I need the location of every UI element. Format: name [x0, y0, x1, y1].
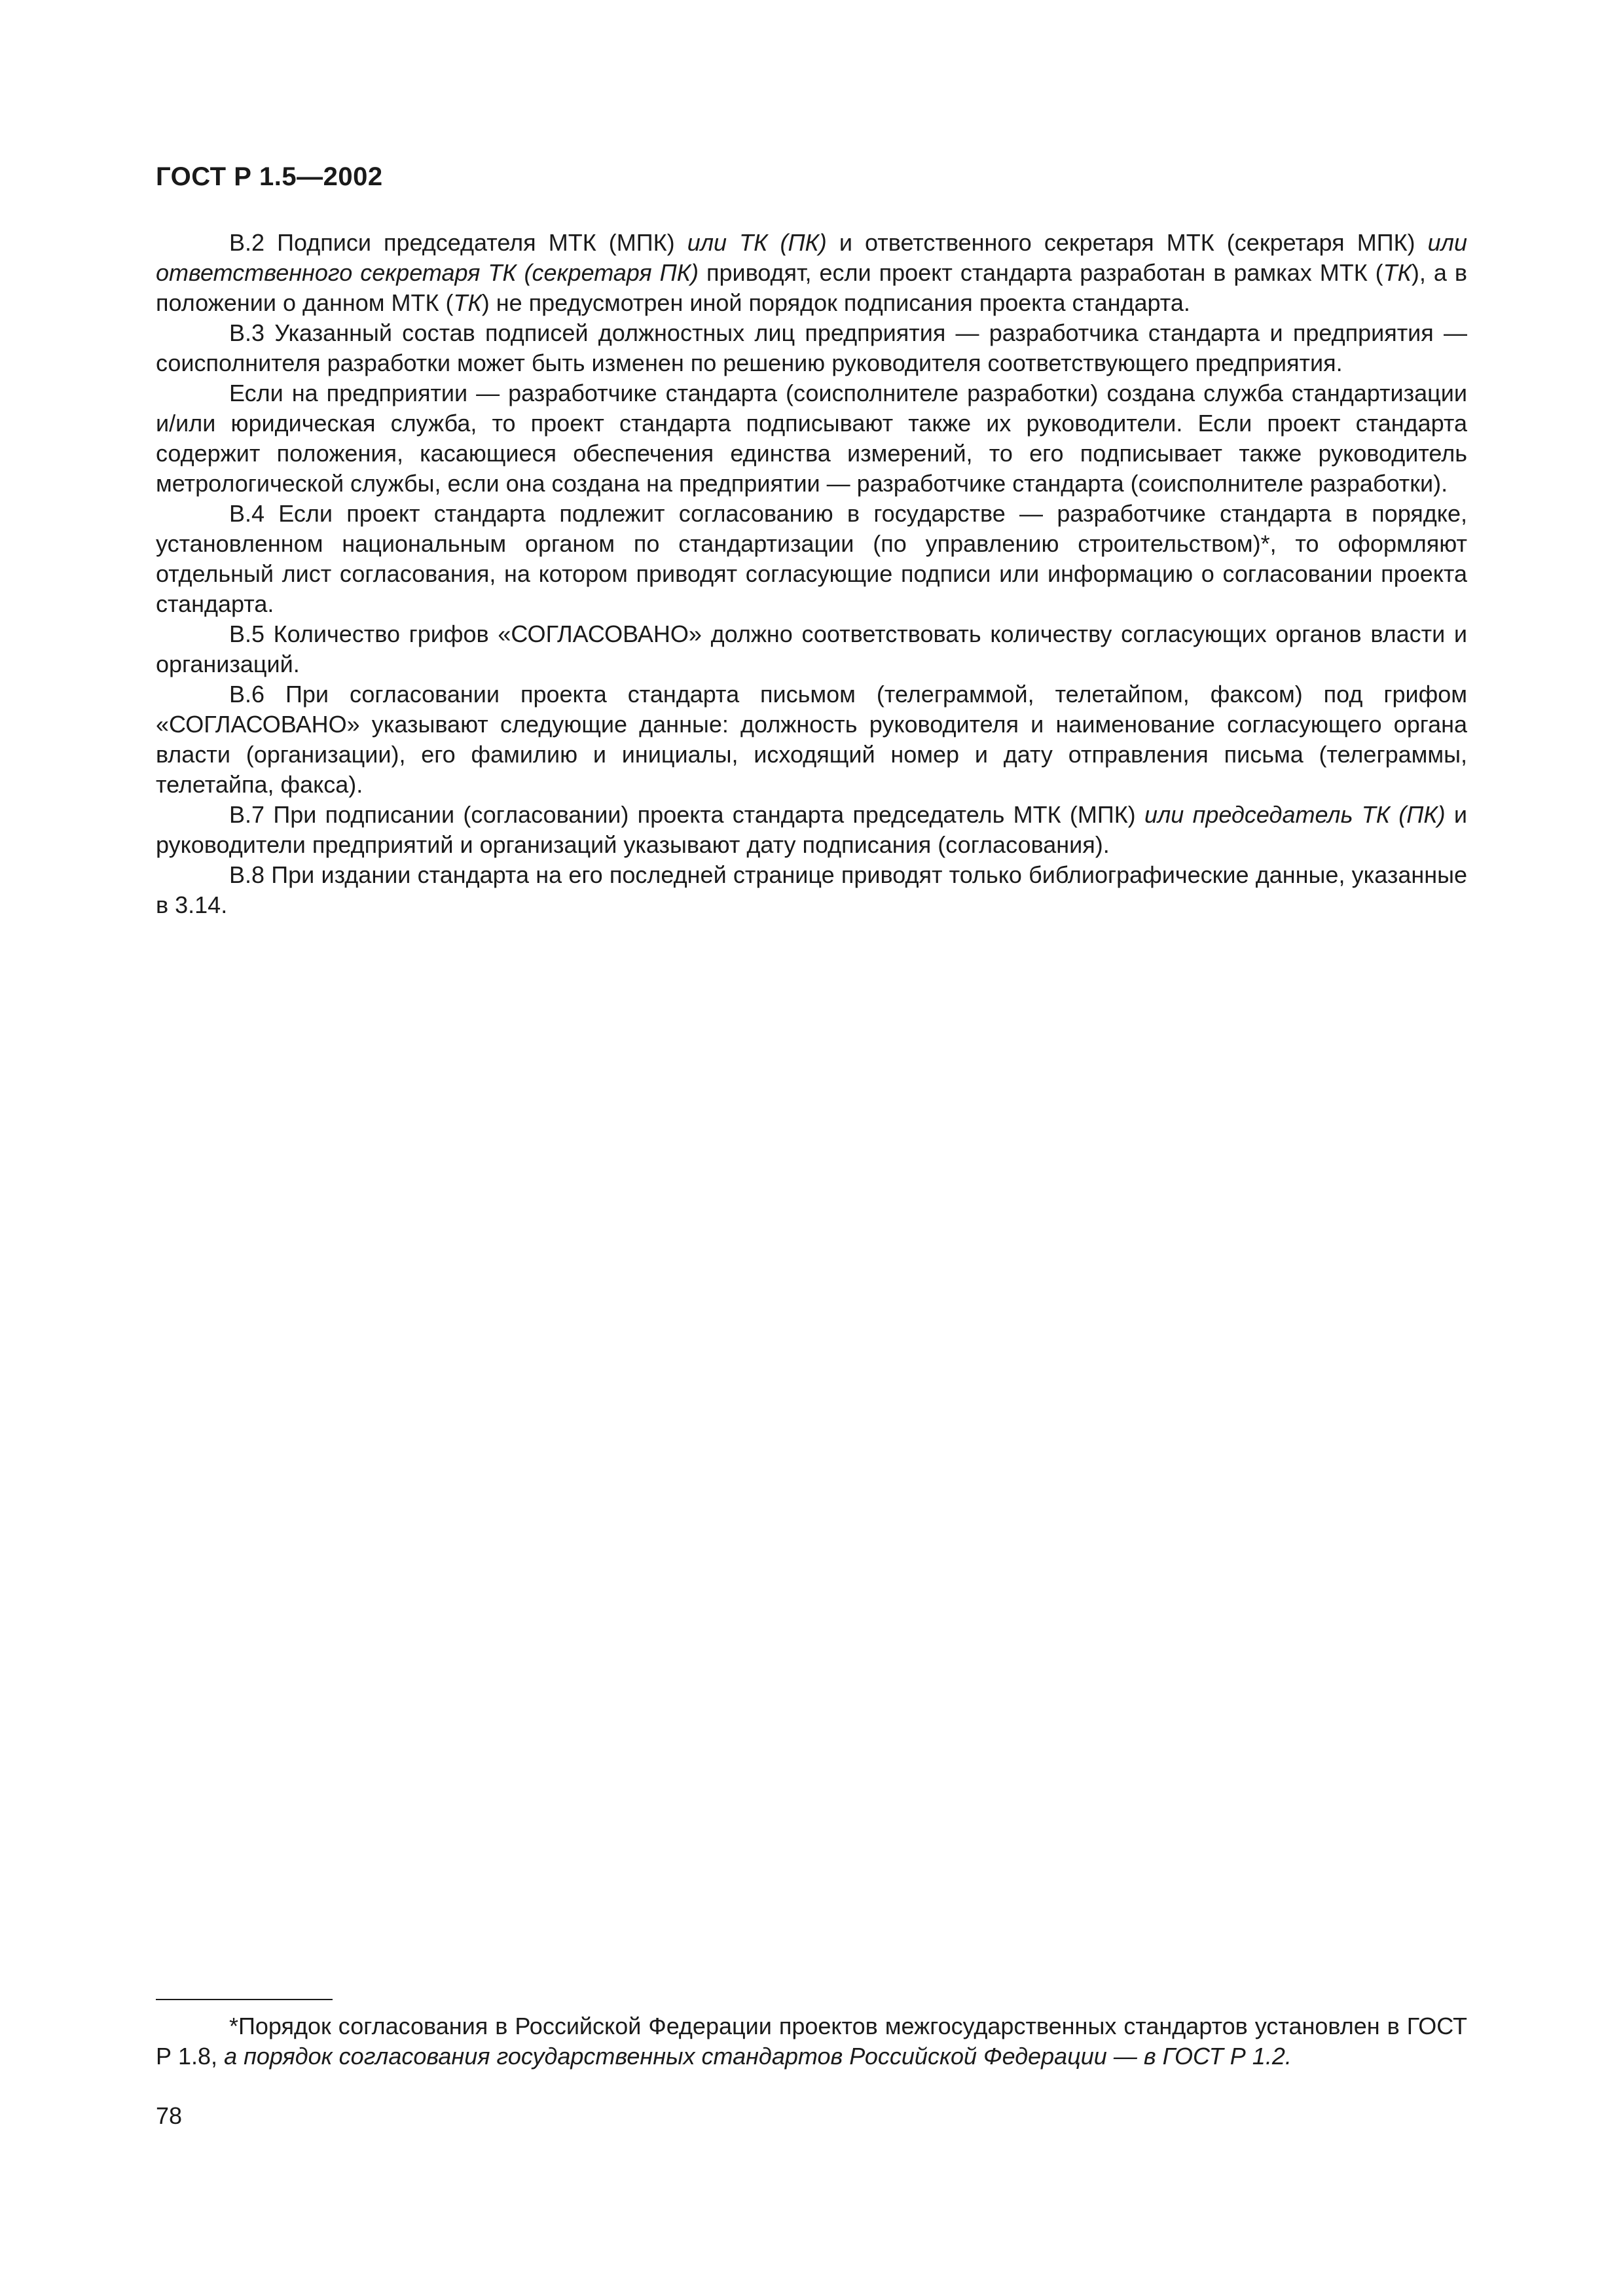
- paragraph-b5: В.5 Количество грифов «СОГЛАСОВАНО» должно соответствовать количеству согласующих органов власти и организаций.: [156, 620, 1467, 677]
- italic-run: или председатель ТК (ПК): [1144, 801, 1446, 828]
- document-header: ГОСТ Р 1.5—2002: [156, 162, 383, 191]
- paragraph-b4: В.4 Если проект стандарта подлежит согласованию в государстве — разработчике стандарта в порядке, установленном национальным органом по стандартизации (по управлению строительством)*, то оформляют отдельный лист согласования, на котором приводят согласующие подписи или информацию о согласовании проекта стандарта.: [156, 500, 1467, 617]
- footnote: [156, 2011, 1467, 2072]
- italic-run: или ТК (ПК): [687, 229, 827, 256]
- paragraph-b6: В.6 При согласовании проекта стандарта письмом (телеграммой, телетайпом, факсом) под грифом «СОГЛАСОВАНО» указывают следующие данные: должность руководителя и наименование согласующего органа власти (организации), его фамилию и инициалы, исходящий номер и дату отправления письма (телеграммы, телетайпа, факса).: [156, 681, 1467, 798]
- paragraph-b8: В.8 При издании стандарта на его последней странице приводят только библиографические данные, указанные в 3.14.: [156, 861, 1467, 918]
- text-run: *Порядок согласования в Российской Федерации проектов межгосударственных стандартов установлен в ГОСТ Р 1.8,: [156, 2013, 1467, 2070]
- text-run: и руководители предприятий и организаций указывают дату подписания (согласования).: [156, 801, 1467, 858]
- paragraph-b3-cont: Если на предприятии — разработчике стандарта (соисполнителе разработки) создана служба стандартизации и/или юридическая служба, то проект стандарта подписывают также их руководители. Если проект стандарта содержит положения, касающиеся обеспечения единства измерений, то его подписывает также руководитель метрологической службы, если она создана на предприятии — разработчике стандарта (соисполнителе разработки).: [156, 380, 1467, 497]
- text-run: приводят, если проект стандарта разработан в рамках МТК (: [698, 259, 1383, 286]
- text-run: В.7 При подписании (согласовании) проекта стандарта председатель МТК (МПК): [229, 801, 1144, 828]
- text-run: ) не предусмотрен иной порядок подписания проекта стандарта.: [481, 289, 1190, 316]
- italic-run: ТК: [1383, 259, 1412, 286]
- paragraph-b2: [156, 228, 1467, 318]
- footnote-divider: [156, 1999, 333, 2000]
- paragraph-b3: В.3 Указанный состав подписей должностных лиц предприятия — разработчика стандарта и предприятия — соисполнителя разработки может быть изменен по решению руководителя соответствующего предприятия.: [156, 319, 1467, 376]
- paragraph-b7: [156, 800, 1467, 860]
- page-number: 78: [156, 2102, 183, 2129]
- text-run: ), а в положении о данном МТК (: [156, 259, 1468, 316]
- italic-run: ТК: [453, 289, 482, 316]
- italic-run: а порядок согласования государственных стандартов Российской Федерации — в ГОСТ Р 1.2.: [224, 2043, 1292, 2070]
- text-run: и ответственного секретаря МТК (секретаря МПК): [826, 229, 1428, 256]
- text-run: В.2 Подписи председателя МТК (МПК): [229, 229, 687, 256]
- italic-run: или ответственного секретаря ТК (секретаря ПК): [156, 229, 1467, 286]
- document-body: [156, 228, 1467, 920]
